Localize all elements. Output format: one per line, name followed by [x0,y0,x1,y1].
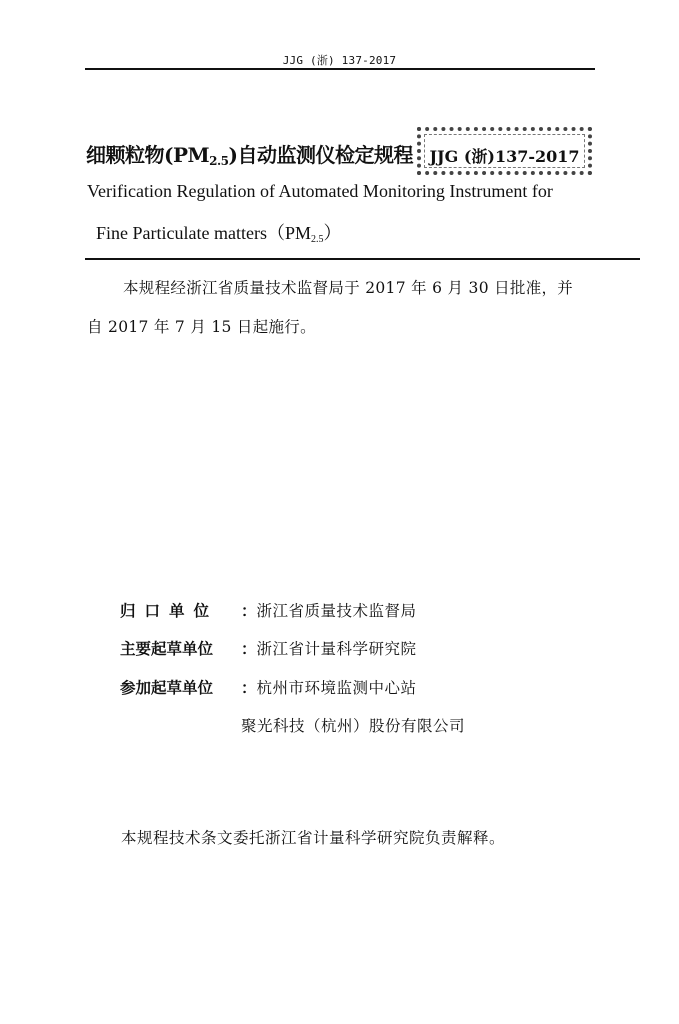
running-header: JJG (浙) 137-2017 [282,54,397,67]
document-title-cn [86,139,413,168]
approval-line-1: 本规程经浙江省质量技术监督局于 2017 年 6 月 30 日批准，并 [123,279,574,297]
title-en-suffix: ） [323,223,342,243]
participating-unit-label: 参加起草单位 [120,678,214,697]
main-drafting-unit-colon: ： [241,639,257,658]
title-en-subscript: 2.5 [310,234,324,245]
main-drafting-unit-row [120,637,417,659]
participating-unit-colon: ： [241,678,257,697]
top-rule [85,68,595,70]
title-cn-prefix: 细颗粒物(PM [86,143,210,167]
responsible-unit-label-text: 归口单位 [120,601,219,620]
title-cn-suffix: )自动监测仪检定规程 [228,143,413,167]
responsible-unit-colon: ： [241,601,257,620]
participating-unit-value-1: 杭州市环境监测中心站 [256,679,417,697]
main-drafting-unit-value: 浙江省计量科学研究院 [256,640,417,658]
interpretation-note: 本规程技术条文委托浙江省计量科学研究院负责解释。 [121,829,506,847]
responsible-unit-row [120,599,417,621]
responsible-unit-label [120,599,241,621]
middle-rule [85,258,640,260]
main-drafting-unit-label: 主要起草单位 [120,639,214,658]
standard-code: JJG (浙)137-2017 [429,147,580,166]
title-cn-subscript: 2.5 [209,154,229,168]
document-title-en-line2 [96,219,341,245]
responsible-unit-value: 浙江省质量技术监督局 [256,602,417,620]
participating-unit-row [120,676,417,698]
participating-unit-value-2: 聚光科技（杭州）股份有限公司 [241,717,466,735]
document-title-en-line1: Verification Regulation of Automated Monitoring Instrument for [87,181,553,201]
title-en-prefix: Fine Particulate matters（PM [96,223,311,243]
approval-line-2: 自 2017 年 7 月 15 日起施行。 [87,318,316,336]
